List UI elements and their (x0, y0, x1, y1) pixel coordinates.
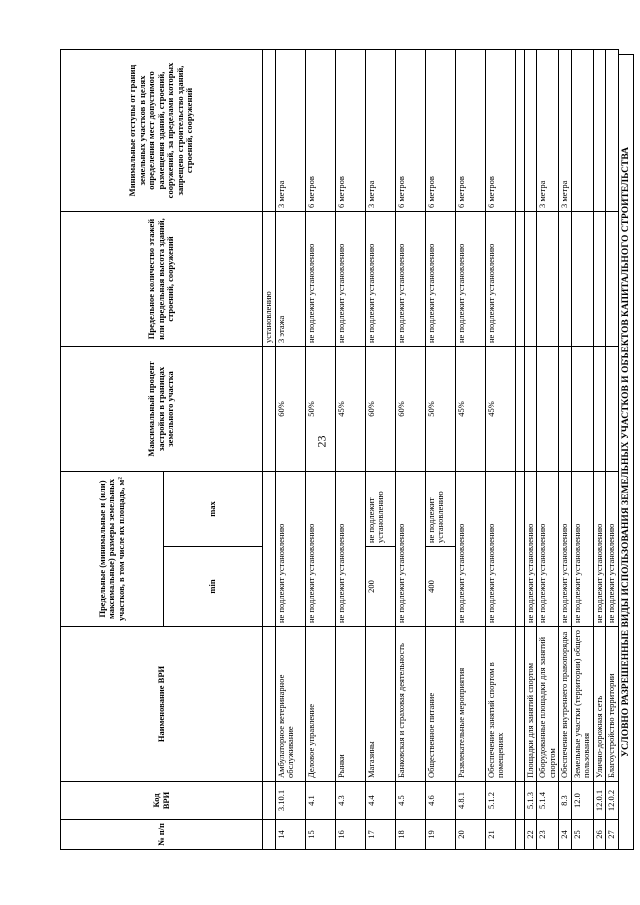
setback-value (571, 50, 593, 212)
vri-name: Магазины (365, 627, 395, 782)
table-row (335, 50, 365, 850)
percent-value: 45% (455, 347, 485, 472)
area-value: не подлежит установлению (335, 472, 365, 627)
header-floors: Предельное количество этажей или предельная высота зданий, строений, сооружений (61, 212, 263, 347)
setback-value: 6 метров (485, 50, 515, 212)
area-max: не подлежит установлению (425, 472, 455, 547)
section-caption: УСЛОВНО РАЗРЕШЕННЫЕ ВИДЫ ИСПОЛЬЗОВАНИЯ ЗЕМЕЛЬНЫХ УЧАСТКОВ И ОБЪЕКТОВ КАПИТАЛЬНОГО СТРОИТЕЛЬСТВА (619, 54, 634, 850)
vri-name: Рынки (335, 627, 365, 782)
floors-value (524, 212, 537, 347)
setback-value: 6 метров (305, 50, 335, 212)
vri-code: 5.1.3 (524, 782, 537, 820)
row-number: 16 (335, 820, 365, 850)
vri-code: 4.1 (305, 782, 335, 820)
setback-value (593, 50, 606, 212)
percent-value (593, 347, 606, 472)
vri-name: Амбулаторное ветеринарное обслуживание (275, 627, 305, 782)
row-number: 21 (485, 820, 515, 850)
setback-value: 6 метров (455, 50, 485, 212)
table-row (524, 50, 537, 850)
row-number: 24 (559, 820, 572, 850)
percent-value: 60% (365, 347, 395, 472)
floors-value: 3 этажа (275, 212, 305, 347)
table-row (425, 50, 455, 850)
row-number: 22 (524, 820, 537, 850)
setback-value: 6 метров (425, 50, 455, 212)
vri-code: 4.3 (335, 782, 365, 820)
vri-code: 12.0 (571, 782, 593, 820)
area-value: не подлежит установлению (305, 472, 335, 627)
table-row (263, 50, 276, 850)
table-row (606, 50, 619, 850)
percent-value: 45% (335, 347, 365, 472)
setback-value: 3 метра (537, 50, 559, 212)
table-row (395, 50, 425, 850)
row-number: 20 (455, 820, 485, 850)
floors-value (571, 212, 593, 347)
setback-value (606, 50, 619, 212)
percent-value: 50% (305, 347, 335, 472)
spacer-row (515, 50, 524, 850)
vri-name: Благоустройство территории (606, 627, 619, 782)
table-row (485, 50, 515, 850)
vri-name: Банковская и страховая деятельность (395, 627, 425, 782)
vri-name: Обеспечение внутреннего правопорядка (559, 627, 572, 782)
floors-value: не подлежит установлению (395, 212, 425, 347)
rows-group-b (524, 50, 618, 850)
table-row (559, 50, 572, 850)
row-number: 15 (305, 820, 335, 850)
rotated-page (60, 50, 631, 850)
vri-name: Деловое управление (305, 627, 335, 782)
table-row (275, 50, 305, 850)
percent-value: 45% (485, 347, 515, 472)
vri-name: Площадки для занятий спортом (524, 627, 537, 782)
vri-code: 4.6 (425, 782, 455, 820)
zoning-table (60, 49, 619, 850)
area-value: не подлежит установлению (571, 472, 593, 627)
area-value: не подлежит установлению (485, 472, 515, 627)
setback-value: 6 метров (335, 50, 365, 212)
vri-name: Улично-дорожная сеть (593, 627, 606, 782)
percent-value (559, 347, 572, 472)
header-num: № п/п (61, 820, 263, 850)
floors-value: не подлежит установлению (485, 212, 515, 347)
table-row (455, 50, 485, 850)
percent-value (524, 347, 537, 472)
floors-value: не подлежит установлению (335, 212, 365, 347)
row-number: 25 (571, 820, 593, 850)
vri-name: Развлекательные мероприятия (455, 627, 485, 782)
vri-name: Обеспечение занятий спортом в помещениях (485, 627, 515, 782)
vri-code: 8.3 (559, 782, 572, 820)
vri-code: 3.10.1 (275, 782, 305, 820)
area-value: не подлежит установлению (275, 472, 305, 627)
row-number: 26 (593, 820, 606, 850)
setback-value (524, 50, 537, 212)
header-code: Код ВРИ (61, 782, 263, 820)
row-number: 27 (606, 820, 619, 850)
percent-value: 50% (425, 347, 455, 472)
row-number: 23 (537, 820, 559, 850)
header-min: min (164, 547, 263, 627)
percent-value (606, 347, 619, 472)
vri-code: 12.0.2 (606, 782, 619, 820)
row-number: 19 (425, 820, 455, 850)
vri-code: 4.8.1 (455, 782, 485, 820)
percent-value: 60% (395, 347, 425, 472)
header-setback: Минимальные отступы от границ земельных участков в целях определения мест допустимого размещения зданий, строений, сооружений, за пределами которых запрещено строительство зданий, строений, сооружений (61, 50, 263, 212)
page-number: 23 (314, 435, 329, 448)
area-value: не подлежит установлению (455, 472, 485, 627)
area-min: 200 (365, 547, 395, 627)
area-value: не подлежит установлению (593, 472, 606, 627)
vri-code: 5.1.4 (537, 782, 559, 820)
percent-value: 60% (275, 347, 305, 472)
row-number: 17 (365, 820, 395, 850)
area-value: не подлежит установлению (524, 472, 537, 627)
setback-value: 6 метров (395, 50, 425, 212)
vri-name: Оборудованные площадки для занятий спортом (537, 627, 559, 782)
row-number: 18 (395, 820, 425, 850)
floors-value: не подлежит установлению (455, 212, 485, 347)
header-name: Наименование ВРИ (61, 627, 263, 782)
area-max: не подлежит установлению (365, 472, 395, 547)
vri-name: Общественное питание (425, 627, 455, 782)
floors-value: не подлежит установлению (365, 212, 395, 347)
table-row (571, 50, 593, 850)
floors-value (537, 212, 559, 347)
table-row (537, 50, 559, 850)
setback-value: 3 метра (365, 50, 395, 212)
setback-value: 3 метра (559, 50, 572, 212)
vri-code: 5.1.2 (485, 782, 515, 820)
table-row (593, 50, 606, 850)
header-area: Предельные (минимальные и (или) максимальные) размеры земельных участков, в том числе их площадь, м² (61, 472, 164, 627)
vri-name: Земельные участки (территории) общего пользования (571, 627, 593, 782)
area-value: не подлежит установлению (395, 472, 425, 627)
vri-code: 12.0.1 (593, 782, 606, 820)
table-row (305, 50, 335, 850)
vri-code: 4.5 (395, 782, 425, 820)
floors-value: не подлежит установлению (305, 212, 335, 347)
floors-value (559, 212, 572, 347)
floors-value (593, 212, 606, 347)
rows-group-a (275, 50, 515, 850)
area-value: не подлежит установлению (559, 472, 572, 627)
area-value: не подлежит установлению (606, 472, 619, 627)
percent-value (571, 347, 593, 472)
percent-value (537, 347, 559, 472)
vri-code: 4.4 (365, 782, 395, 820)
area-value: не подлежит установлению (537, 472, 559, 627)
area-min: 400 (425, 547, 455, 627)
row-number: 14 (275, 820, 305, 850)
floors-value: не подлежит установлению (425, 212, 455, 347)
header-max: max (164, 472, 263, 547)
setback-value: 3 метра (275, 50, 305, 212)
floors-value (606, 212, 619, 347)
table-row (365, 50, 395, 850)
header-row (61, 50, 164, 850)
header-percent: Максимальный процент застройки в границах земельного участка (61, 347, 263, 472)
floors-cell: установлению (263, 212, 276, 347)
